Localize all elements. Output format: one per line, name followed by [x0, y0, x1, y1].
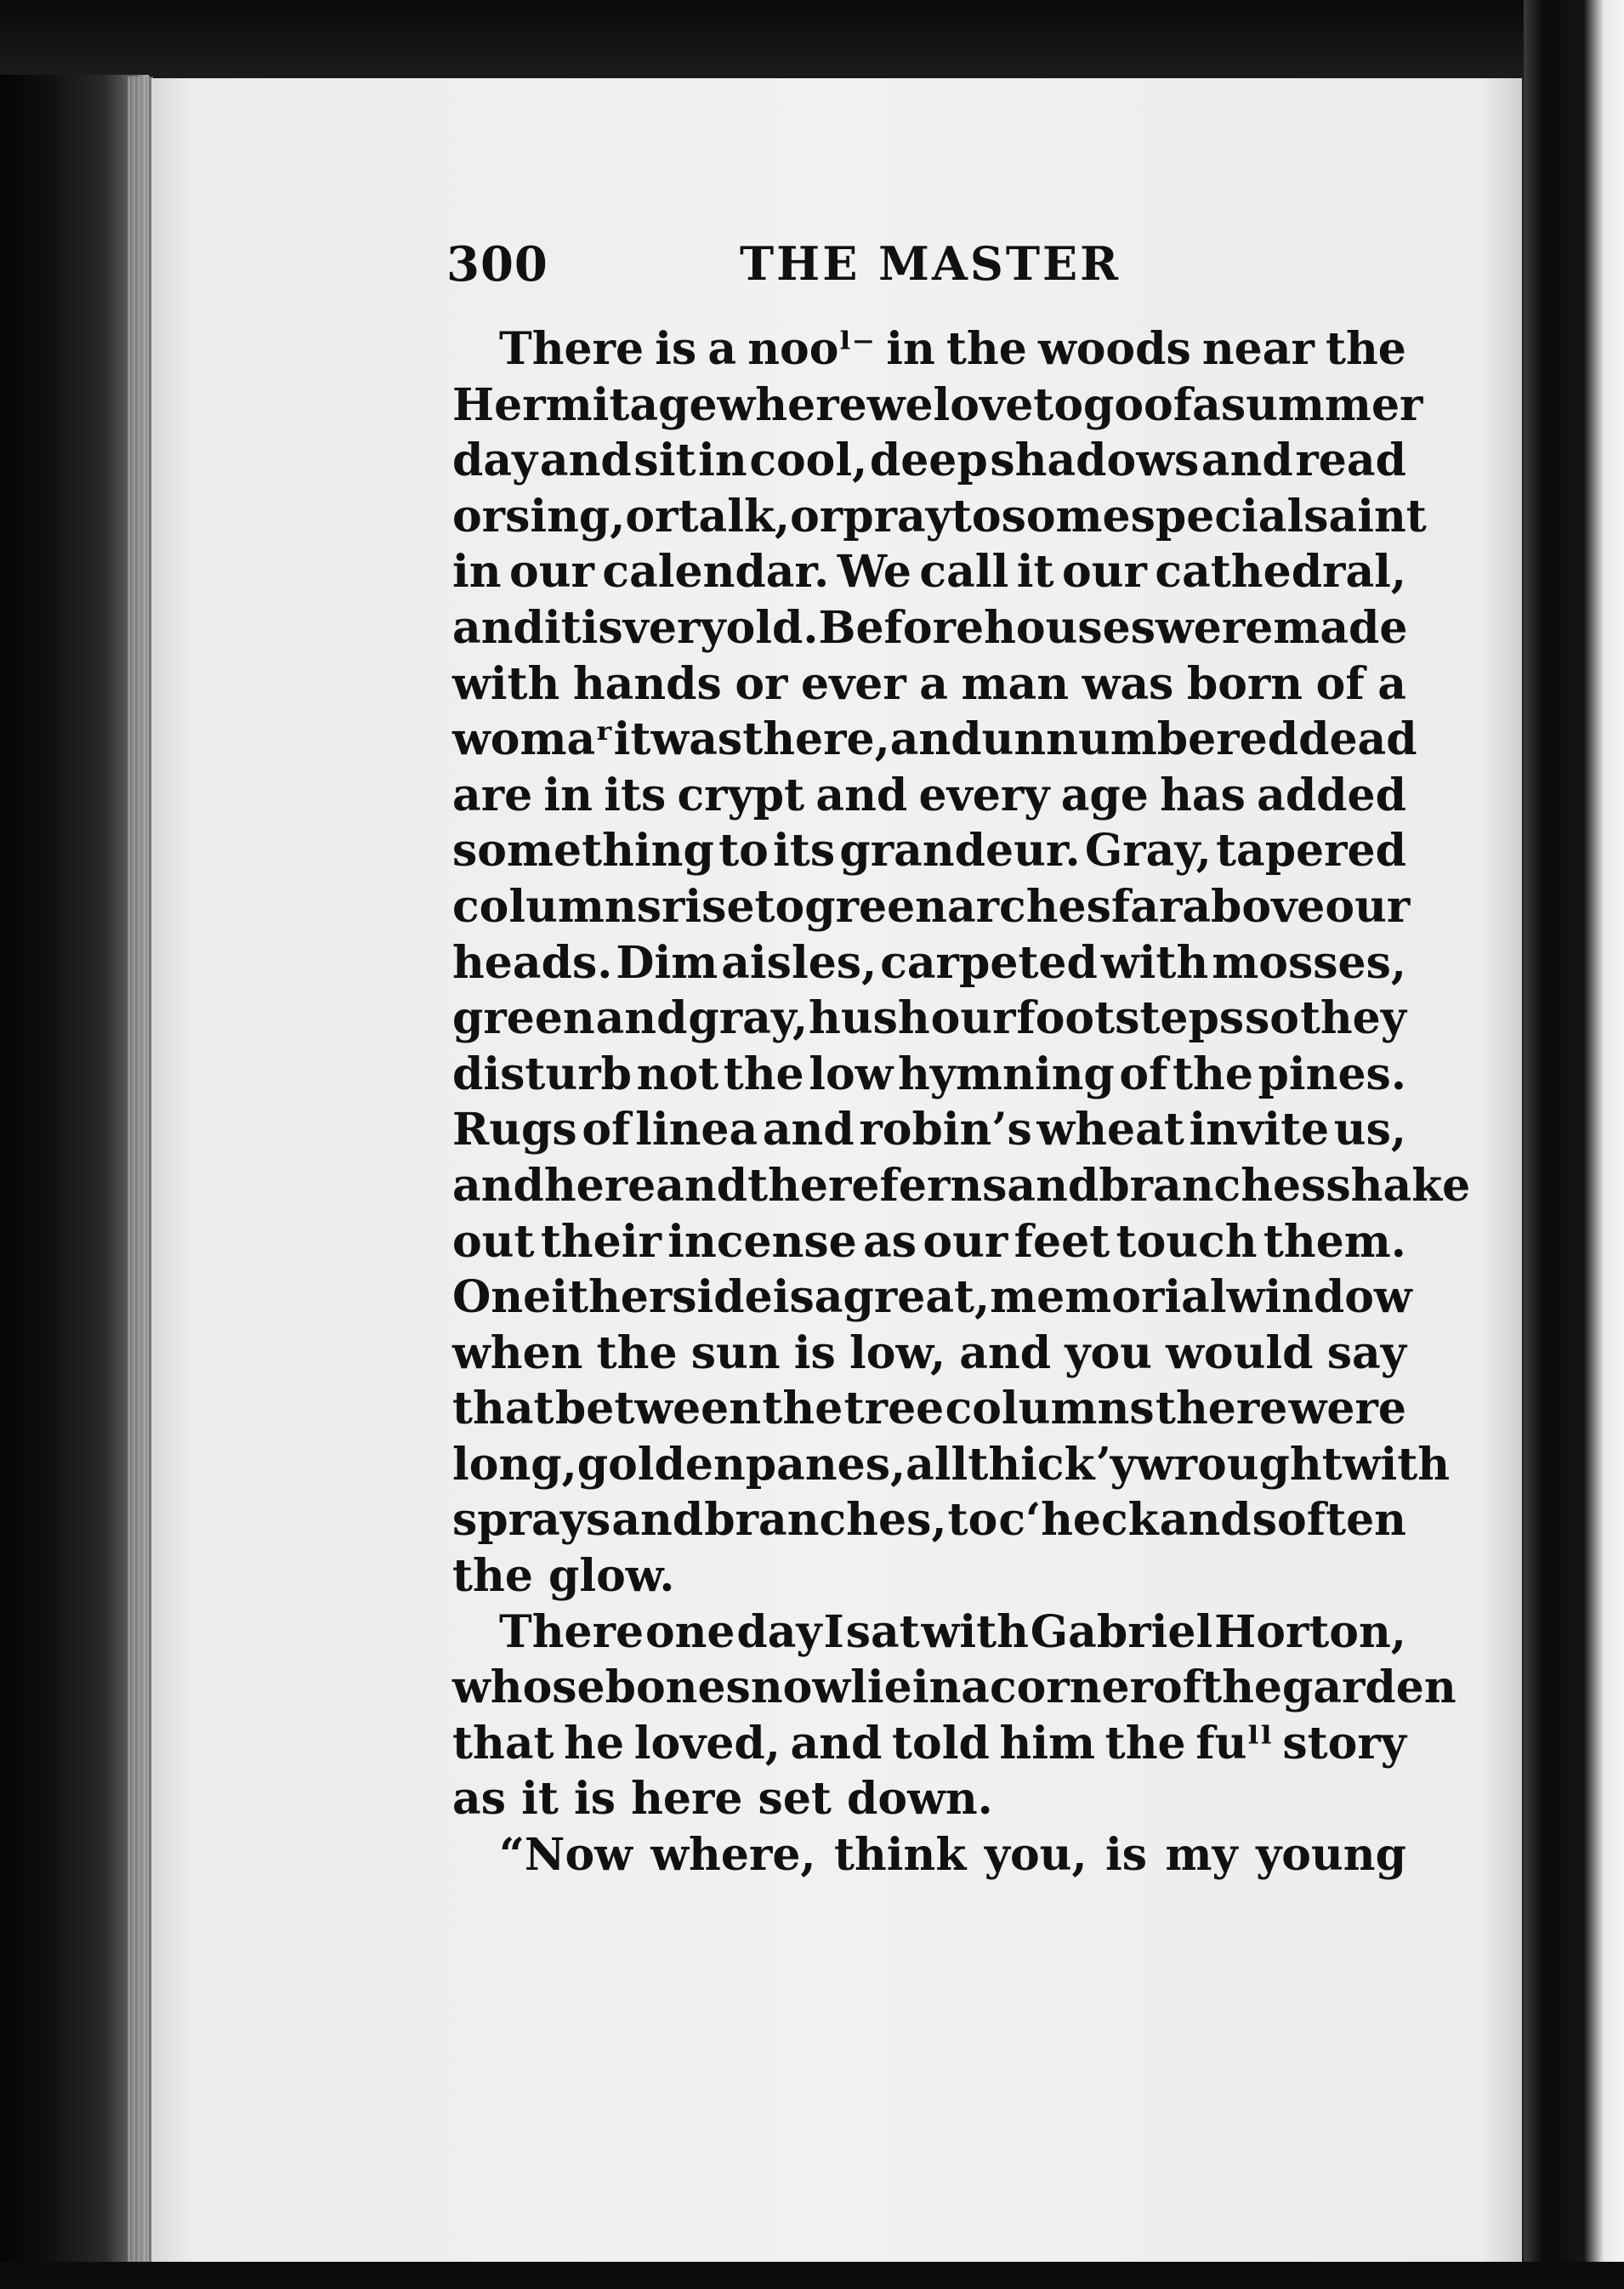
scan-border-top	[0, 0, 1624, 75]
body-text	[452, 321, 1471, 1883]
running-head: THE MASTER	[740, 236, 1121, 291]
text-line: something to its grandeur. Gray, tapered	[452, 825, 1406, 878]
text-line: the glow.	[452, 1550, 675, 1603]
text-line: with hands or ever a man was born of a	[452, 657, 1406, 710]
text-line: in our calendar. We call it our cathedral,	[452, 546, 1406, 599]
text-line: columns rise to green arches far above our	[452, 880, 1411, 933]
text-line: On either side is a great, memorial window	[452, 1271, 1412, 1324]
text-line: There one day I sat with Gabriel Horton,	[499, 1605, 1406, 1658]
text-line: that he loved, and told him the fuˡˡ story	[452, 1717, 1406, 1769]
text-line: whose bones now lie in a corner of the garden	[452, 1661, 1456, 1714]
text-line: are in its crypt and every age has added	[452, 769, 1406, 821]
text-line: long, golden panes, all thickʼy wrought with	[452, 1438, 1451, 1491]
page-header	[446, 236, 1121, 304]
text-line: Hermitage where we love to go of a summer	[452, 378, 1423, 431]
text-line: womaʳ it was there, and unnumbered dead	[452, 713, 1417, 766]
text-line: “Now where, think you, is my young	[499, 1829, 1406, 1882]
scan-border-right	[1524, 0, 1624, 2289]
page-number: 300	[446, 236, 548, 293]
text-line: green and gray, hush our footsteps so they	[452, 992, 1406, 1045]
text-line: or sing, or talk, or pray to some special saint	[452, 490, 1427, 542]
text-line: heads. Dim aisles, carpeted with mosses,	[452, 936, 1406, 989]
text-line: sprays and branches, to cʻheck and soften	[452, 1494, 1406, 1547]
text-line: that between the tree columns there were	[452, 1383, 1406, 1435]
page-edge	[128, 77, 153, 2262]
text-line: and here and there ferns and branches shake	[452, 1159, 1471, 1212]
scan-border-bottom	[0, 2262, 1624, 2289]
text-line: disturb not the low hymning of the pines.	[452, 1048, 1406, 1100]
text-line: There is a nooˡ⁻ in the woods near the	[499, 323, 1406, 375]
text-line: out their incense as our feet touch them.	[452, 1215, 1406, 1268]
text-line: and it is very old. Before houses were made	[452, 601, 1408, 654]
text-line: Rugs of linea and robin’s wheat invite us,	[452, 1104, 1406, 1156]
text-line: as it is here set down.	[452, 1773, 993, 1826]
text-line: day and sit in cool, deep shadows and read	[452, 435, 1406, 487]
scan-border-left	[0, 0, 149, 2289]
text-line: when the sun is low, and you would say	[452, 1326, 1406, 1379]
